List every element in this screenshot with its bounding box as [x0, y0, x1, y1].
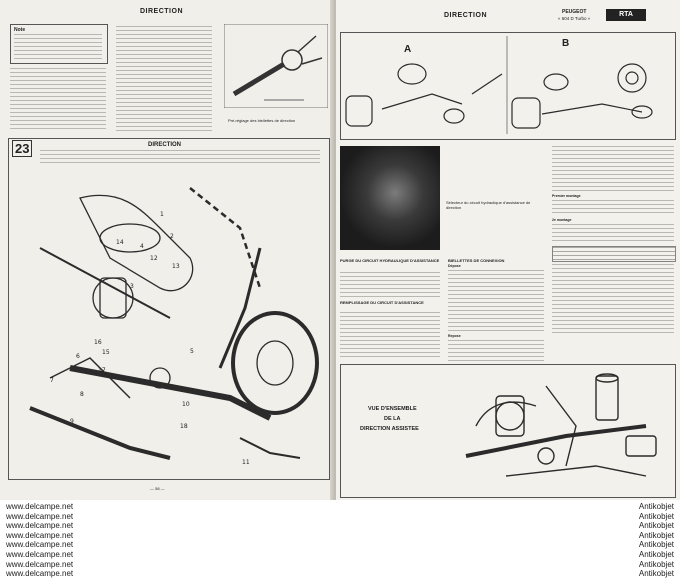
callout-label: 2 [170, 233, 174, 240]
left-page-number: — 58 — [150, 486, 165, 491]
callout-label: 13 [172, 263, 180, 270]
power-steering-overview-drawing [446, 366, 672, 494]
left-column-text [10, 68, 106, 132]
right-page [336, 0, 680, 500]
tie-rod-assembly-figures [342, 34, 672, 136]
left-page [0, 0, 334, 500]
links-refit-heading: Repose [448, 334, 461, 338]
watermark-right-line: Antikobjet [638, 530, 674, 540]
section-title: DIRECTION [148, 142, 181, 148]
watermark-right-line: Antikobjet [638, 559, 674, 569]
note-text [14, 34, 102, 60]
watermark-right-line: Antikobjet [638, 540, 674, 550]
callout-label: 9 [70, 418, 74, 425]
parts-legend [40, 150, 320, 166]
purge-section-title: PURGE DU CIRCUIT HYDRAULIQUE D'ASSISTANCE [340, 258, 440, 263]
fill-section-title: REMPLISSAGE DU CIRCUIT D'ASSISTANCE [340, 300, 424, 305]
steering-exploded-diagram [10, 168, 326, 474]
overview-title-line-1: VUE D'ENSEMBLE [368, 406, 417, 412]
links-section-title: BIELLETTES DE CONNEXION [448, 258, 505, 263]
watermark-left-line: www.delcampe.net [6, 502, 74, 511]
first-assembly-heading: Premier montage [552, 194, 581, 198]
second-assembly-text [552, 224, 674, 244]
watermark-right-line: Antikobjet [638, 502, 674, 511]
overview-title-line-3: DIRECTION ASSISTEE [360, 426, 419, 432]
left-page-header: DIRECTION [140, 8, 183, 15]
callout-label: 14 [116, 239, 124, 246]
note-box [10, 24, 108, 64]
callout-label: 1 [160, 211, 164, 218]
watermark-right-line: Antikobjet [638, 569, 674, 579]
callout-label: 17 [98, 367, 106, 374]
watermark-left-line: www.delcampe.net [6, 569, 74, 579]
photo-caption: Sélecteur du circuit hydraulique d'assistance de direction [446, 200, 531, 210]
watermark-left-line: www.delcampe.net [6, 559, 74, 569]
tie-rod-drawing [224, 24, 328, 108]
right-column-text [552, 146, 674, 192]
watermark-left-line: www.delcampe.net [6, 511, 74, 521]
right-column-text-2 [552, 264, 674, 334]
tie-rod-caption: Pré-réglage des biellettes de direction [228, 118, 296, 123]
callout-label: 12 [150, 255, 158, 262]
first-assembly-text [552, 200, 674, 216]
callout-label: 10 [182, 401, 190, 408]
watermark-left [6, 502, 73, 579]
figure-a-label: A [404, 44, 412, 55]
watermark-left-line: www.delcampe.net [6, 549, 74, 559]
note-label: Note [14, 27, 26, 33]
watermark-left-line: www.delcampe.net [6, 530, 74, 540]
rta-logo: RTA [606, 9, 646, 21]
figure-b-label: B [562, 38, 570, 49]
watermark-left-line: www.delcampe.net [6, 540, 74, 550]
second-assembly-heading: 2e montage [552, 218, 572, 222]
watermark-left-line: www.delcampe.net [6, 521, 74, 531]
callout-label: 4 [140, 243, 144, 250]
links-removal-text [448, 270, 544, 332]
brand-label: PEUGEOT [562, 9, 587, 15]
callout-label: 16 [94, 339, 102, 346]
watermark-right-line: Antikobjet [638, 549, 674, 559]
purge-section-text [340, 272, 440, 298]
fill-section-text [340, 312, 440, 360]
callout-label: 5 [190, 348, 194, 355]
callout-label: 15 [102, 349, 110, 356]
callout-label: 11 [242, 459, 250, 466]
callout-label: 18 [180, 423, 188, 430]
links-refit-text [448, 340, 544, 362]
section-number: 23 [12, 140, 32, 157]
callout-label: 7 [50, 377, 54, 384]
engine-bay-photo [340, 146, 440, 250]
middle-column-text [116, 26, 212, 132]
links-removal-heading: Dépose [448, 264, 461, 268]
overview-title-line-2: DE LA [384, 416, 401, 422]
watermark-right-line: Antikobjet [638, 511, 674, 521]
note-box-right [552, 246, 676, 262]
right-page-header: DIRECTION [444, 12, 487, 19]
model-label: « 604 D Turbo » [558, 16, 591, 21]
callout-label: 6 [76, 353, 80, 360]
watermark-right-line: Antikobjet [638, 521, 674, 531]
callout-label: 8 [80, 391, 84, 398]
callout-label: 3 [130, 283, 134, 290]
watermark-right [639, 502, 674, 579]
